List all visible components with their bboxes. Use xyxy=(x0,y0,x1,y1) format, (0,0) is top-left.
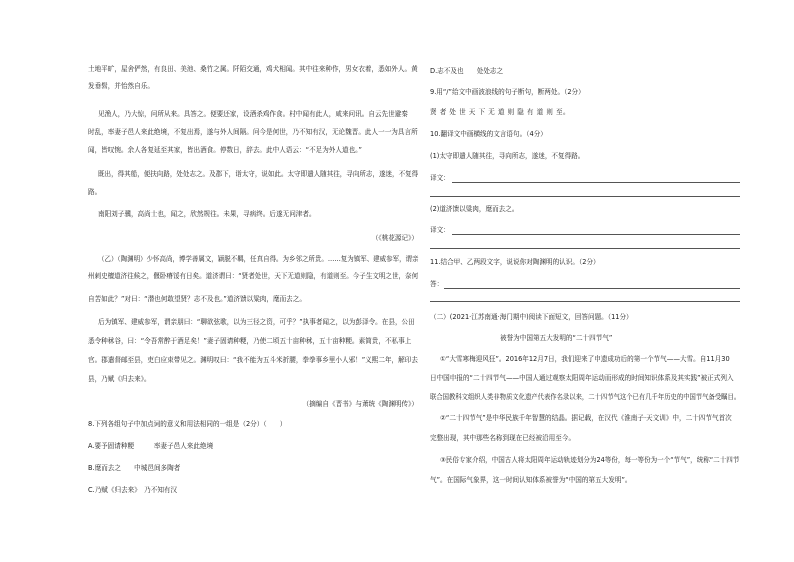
answer-line[interactable] xyxy=(452,234,740,235)
passage-line: 南阳刘子骥，高尚士也，闻之，欣然规往。未果，寻病终。后遂无问津者。 xyxy=(98,210,316,218)
option-c: C.乃赋《归去来》 乃不知有汉 xyxy=(88,486,178,494)
passage-line: （乙）（陶渊明）少怀高尚，博学善属文，颖脱不羁，任真自得。为乡邻之所贵。……复为镇军、建威参军，谓亲 xyxy=(98,255,419,263)
passage-line: 路。 xyxy=(88,188,102,196)
passage-line: 自苦如此？”对曰：“潜也何敢望贤？志不及也。”道济馈以粱肉，麾而去之。 xyxy=(88,295,306,303)
passage-line: 土地平旷，屋舍俨然，有良田、美池、桑竹之属。阡陌交通，鸡犬相闻。其中往来种作，男女衣着，悉如外人。黄 xyxy=(88,65,418,73)
article-line: ②“二十四节气”是中华民族千年智慧的结晶。据记载，在汉代《淮南子·天文训》中，二十四节气首次 xyxy=(440,414,732,422)
option-d: D.志不及也 处处志之 xyxy=(430,67,504,75)
question-10: 10.翻译文中画横线的文言语句。（4分） xyxy=(430,130,547,138)
answer-label: 译文： xyxy=(430,174,450,182)
question-10-1: (1)太守即遣人随其往，寻向所志，遂迷，不复得路。 xyxy=(430,152,585,160)
option-b: B.麾而去之 中城邑间多陶者 xyxy=(88,464,181,472)
passage-line: 见渔人，乃大惊，问所从来。具答之。便要还家，设酒杀鸡作食。村中闻有此人，咸来问讯。自云先世避秦 xyxy=(98,110,408,118)
passage-line: 悉令种秫谷，曰：“令吾常醉于酒足矣！”妻子固请种粳，乃使二顷五十亩种秫，五十亩种粳。素简贵，不私事上 xyxy=(88,337,412,345)
question-8: 8.下列各组句子中加点词的意义和用法相同的一组是（2分）（ ） xyxy=(88,420,287,428)
passage-line: 时乱，率妻子邑人来此绝境，不复出焉，遂与外人间隔。问今是何世，乃不知有汉，无论魏晋。此人一一为具言所 xyxy=(88,128,418,136)
article-line: 日中国申报的“二十四节气——中国人通过观察太阳周年运动而形成的时间知识体系及其实践”被正式列入 xyxy=(430,374,734,382)
article-title: 被誉为中国第五大发明的“二十四节气” xyxy=(500,334,613,342)
question-10-2: (2)道济馈以粱肉，麾而去之。 xyxy=(430,205,519,213)
section-heading: （二）(2021·江苏南通·海门期中)阅读下面短文，回答问题。（11分） xyxy=(430,313,633,321)
punctuation-sentence: 贤 者 处 世 天 下 无 道 则 隐 有 道 则 至。 xyxy=(430,108,571,116)
question-11: 11.结合甲、乙两段文字，说说你对陶渊明的认识。（2分） xyxy=(430,258,600,266)
source-citation: （《桃花源记》） xyxy=(371,234,418,242)
article-line: 完整出现，其中那些名称到现在已经被沿用至今。 xyxy=(430,434,576,442)
answer-line[interactable] xyxy=(430,301,740,302)
answer-line[interactable] xyxy=(430,248,740,249)
passage-line: 官。郡遣督邮至县，吏白应束带见之。渊明叹曰：“我不能为五斗米折腰，拳拳事乡里小人邪！”义熙二年，解印去 xyxy=(88,356,418,364)
article-line: 气”。在国际气象界，这一时间认知体系被誉为“中国的第五大发明”。 xyxy=(430,476,632,484)
answer-line[interactable] xyxy=(430,196,740,197)
article-line: ①“大雪寒梅迎风狂”。2016年12月7日，我们迎来了申遗成功后的第一个节气——大雪。自11月30 xyxy=(440,355,730,363)
source-citation: （摘编自《晋书》与萧统《陶渊明传》） xyxy=(302,400,418,408)
answer-line[interactable] xyxy=(444,288,740,289)
passage-line: 县，乃赋《归去来》。 xyxy=(88,375,151,383)
article-line: 联合国教科文组织人类非物质文化遗产代表作名录以来，二十四节气这个已有几千年历史的中国节气备受瞩目。 xyxy=(430,393,741,401)
passage-line: 既出，得其船，便扶向路，处处志之。及郡下，诣太守，说如此。太守即遣人随其往，寻向所志，遂迷，不复得 xyxy=(98,170,419,178)
passage-line: 州刺史檀道济往候之，偃卧瘠馁有日矣。道济谓曰：“贤者处世，天下无道则隐，有道则至。今子生文明之世，奈何 xyxy=(88,272,419,280)
passage-line: 后为镇军、建威参军，谓亲朋曰：“聊欲弦歌，以为三径之资，可乎？”执事者闻之，以为彭泽令。在县，公田 xyxy=(98,318,415,326)
answer-line[interactable] xyxy=(452,182,740,183)
passage-line: 发垂髫，并怡然自乐。 xyxy=(88,82,154,90)
passage-line: 闻，皆叹惋。余人各复延至其家，皆出酒食。停数日，辞去。此中人语云：“不足为外人道也。” xyxy=(88,146,362,154)
answer-label: 译文： xyxy=(430,226,450,234)
option-a: A.要予固请种粳 率妻子邑人来此绝境 xyxy=(88,442,214,450)
article-line: ③民俗专家介绍，中国古人将太阳周年运动轨迹划分为24等份，每一等份为一个“节气”，统称“二十四节 xyxy=(440,456,740,464)
question-9: 9.用“/”给文中画波浪线的句子断句，断两处。（2分） xyxy=(430,88,585,96)
answer-label: 答： xyxy=(430,280,444,288)
